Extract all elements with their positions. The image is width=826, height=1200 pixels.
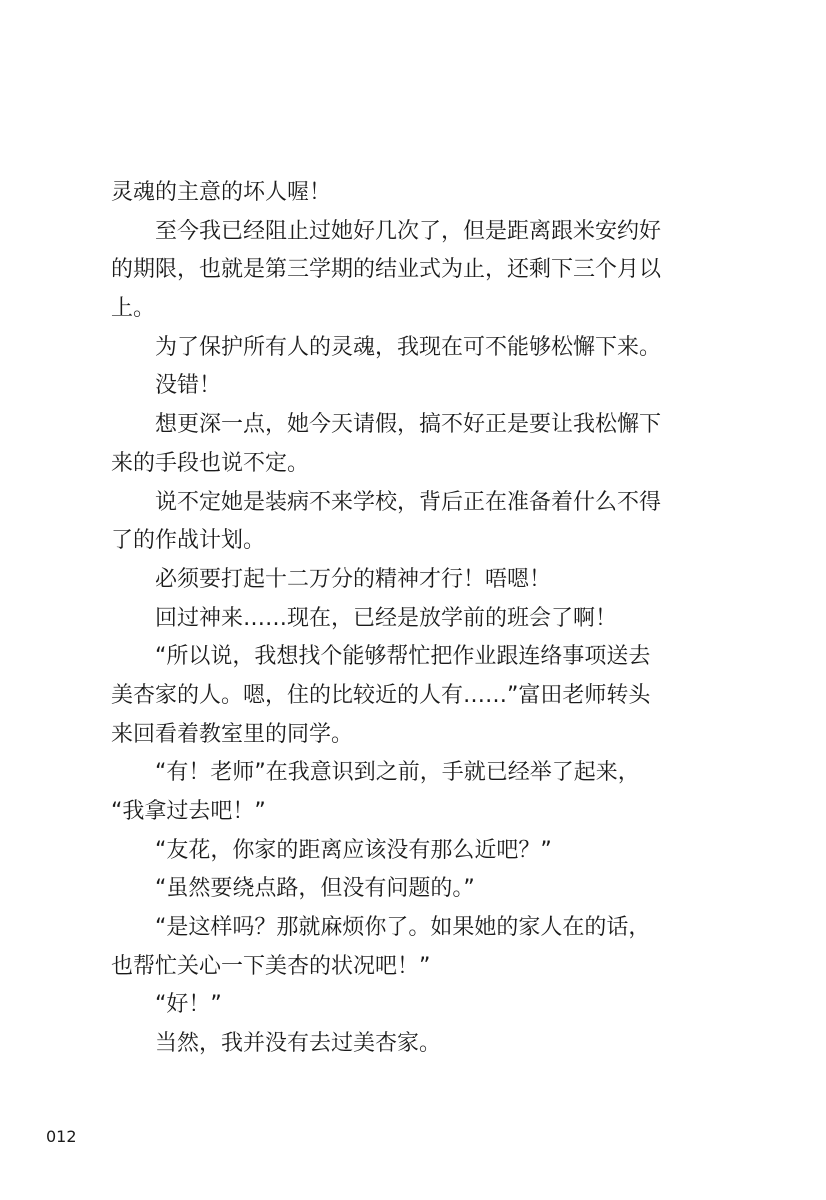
text-line: “所以说，我想找个能够帮忙把作业跟连络事项送去 [155, 644, 651, 670]
text-line: 灵魂的主意的坏人喔！ [111, 180, 332, 205]
text-line: “是这样吗？那就麻烦你了。如果她的家人在的话， [155, 915, 651, 941]
text-line: 至今我已经阻止过她好几次了，但是距离跟米安约好 [155, 218, 662, 244]
text-line: 了的作战计划。 [111, 528, 266, 554]
text-line: 说不定她是装病不来学校，背后正在准备着什么不得 [155, 489, 662, 515]
text-line: 想更深一点，她今天请假，搞不好正是要让我松懈下 [155, 412, 662, 438]
text-line: “有！老师”在我意识到之前，手就已经举了起来， [155, 760, 640, 786]
text-line: “友花，你家的距离应该没有那么近吧？” [155, 837, 552, 863]
text-line: 上。 [111, 296, 156, 322]
text-line: 必须要打起十二万分的精神才行！唔嗯！ [155, 566, 552, 592]
page-number: 012 [46, 1127, 77, 1146]
text-line: 为了保护所有人的灵魂，我现在可不能够松懈下来。 [155, 334, 662, 360]
text-line: 的期限，也就是第三学期的结业式为止，还剩下三个月以 [111, 257, 662, 283]
text-line: “虽然要绕点路，但没有问题的。” [155, 876, 475, 902]
text-line: “我拿过去吧！” [111, 799, 266, 824]
text-line: 回过神来……现在，已经是放学前的班会了啊！ [155, 605, 618, 631]
text-line: “好！” [155, 992, 222, 1018]
page-body-text [111, 174, 711, 1064]
text-line: 美杏家的人。嗯，住的比较近的人有……”富田老师转头 [111, 682, 651, 708]
text-line: 没错！ [155, 373, 222, 399]
text-line: 也帮忙关心一下美杏的状况吧！” [111, 953, 431, 979]
text-line: 来的手段也说不定。 [111, 450, 310, 476]
text-line: 来回看着教室里的同学。 [111, 721, 354, 747]
text-line: 当然，我并没有去过美杏家。 [155, 1031, 442, 1057]
